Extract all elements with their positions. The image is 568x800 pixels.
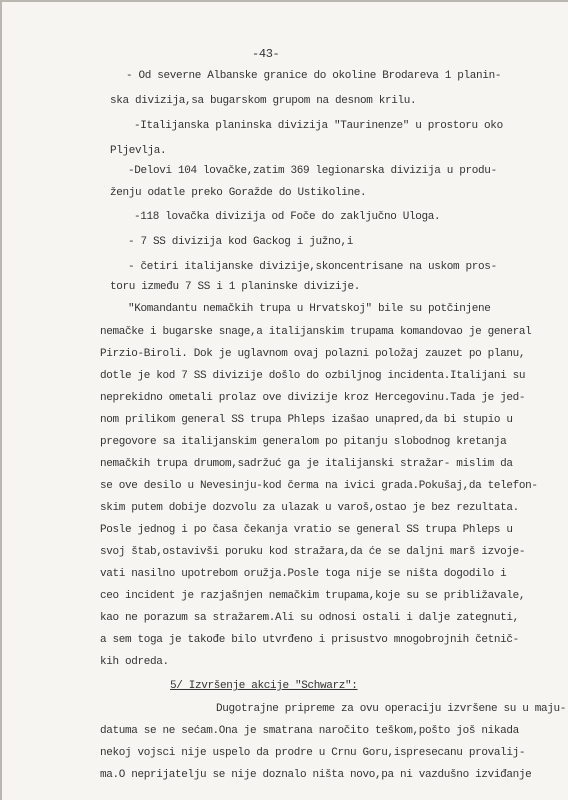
text-line-8: - 7 SS divizija kod Gackog i južno,i	[128, 236, 354, 248]
text-line-30: datuma se ne sećam.Ona je smatrana naročito teškom,pošto još nikada	[100, 725, 519, 737]
text-line-32: ma.O neprijatelju se nije doznalo ništa novo,pa ni vazdušno izviđanje	[100, 769, 532, 781]
text-line-20: skim putem dobije dozvolu za ulazak u varoš,ostao je bez rezultata.	[100, 502, 519, 514]
text-line-26: a sem toga je takođe bilo utvrđeno i prisustvo mnogobrojnih četnič-	[100, 634, 519, 646]
text-line-7: -118 lovačka divizija od Foče do zaključno Uloga.	[134, 211, 441, 223]
text-line-17: pregovore sa italijanskim generalom po pitanju slobodnog kretanja	[100, 436, 507, 448]
text-line-1: - Od severne Albanske granice do okoline Brodareva 1 planin-	[126, 70, 502, 82]
text-line-12: nemačke i bugarske snage,a italijanskim trupama komandovao je general	[100, 326, 532, 338]
text-line-14: dotle je kod 7 SS divizije došlo do ozbiljnog incidenta.Italijani su	[100, 370, 526, 382]
text-line-15: neprekidno ometali prolaz ove divizije kroz Hercegovinu.Tada je jed-	[100, 392, 526, 404]
text-line-25: kao ne porazum sa stražarem.Ali su odnosi ostali i dalje zategnuti,	[100, 612, 519, 624]
text-line-19: se ove desilo u Nevesinju-kod čerma na ivici grada.Pokušaj,da telefon-	[100, 480, 538, 492]
text-line-5: -Delovi 104 lovačke,zatim 369 legionarska divizija u produ-	[128, 165, 497, 177]
scan-top-edge	[0, 0, 568, 2]
text-line-18: nemačkih trupa drumom,sadržuć ga je italijanski stražar- mislim da	[100, 458, 513, 470]
text-line-22: svoj štab,ostavivši poruku kod stražara,da će se daljni marš izvoje-	[100, 546, 526, 558]
text-line-6: ženju odatle preko Goražde do Ustikoline.	[110, 187, 367, 199]
text-line-13: Pirzio-Biroli. Dok je uglavnom ovaj polazni položaj zauzet po planu,	[100, 348, 526, 360]
text-line-2: ska divizija,sa bugarskom grupom na desnom krilu.	[110, 95, 417, 107]
text-line-31: nekoj vojsci nije uspelo da prodre u Crnu Goru,ispresecanu provalij-	[100, 747, 526, 759]
text-line-16: nom prilikom general SS trupa Phleps izašao unapred,da bi stupio u	[100, 414, 513, 426]
text-line-27: kih odreda.	[100, 656, 169, 668]
text-line-3: -Italijanska planinska divizija "Taurinenze" u prostoru oko	[134, 120, 503, 132]
text-line-10: toru između 7 SS i 1 planinske divizije.	[110, 281, 361, 293]
text-line-23: vati nasilno upotrebom oružja.Posle toga nije se ništa dogodilo i	[100, 568, 507, 580]
text-line-9: - četiri italijanske divizije,skoncentrisane na uskom pros-	[128, 261, 497, 273]
text-line-11: "Komandantu nemačkih trupa u Hrvatskoj" bile su potčinjene	[128, 303, 491, 315]
text-line-29: Dugotrajne pripreme za ovu operaciju izvršene su u maju-	[216, 703, 567, 715]
scan-left-edge	[0, 0, 2, 800]
text-line-21: Posle jednog i po časa čekanja vratio se general SS trupa Phleps u	[100, 524, 513, 536]
text-line-24: ceo incident je razjašnjen nemačkim trupama,koje su se približavale,	[100, 590, 526, 602]
section-heading: 5/ Izvršenje akcije "Schwarz":	[170, 680, 358, 692]
page-number: -43-	[252, 47, 280, 61]
text-line-4: Pljevlja.	[110, 145, 167, 157]
